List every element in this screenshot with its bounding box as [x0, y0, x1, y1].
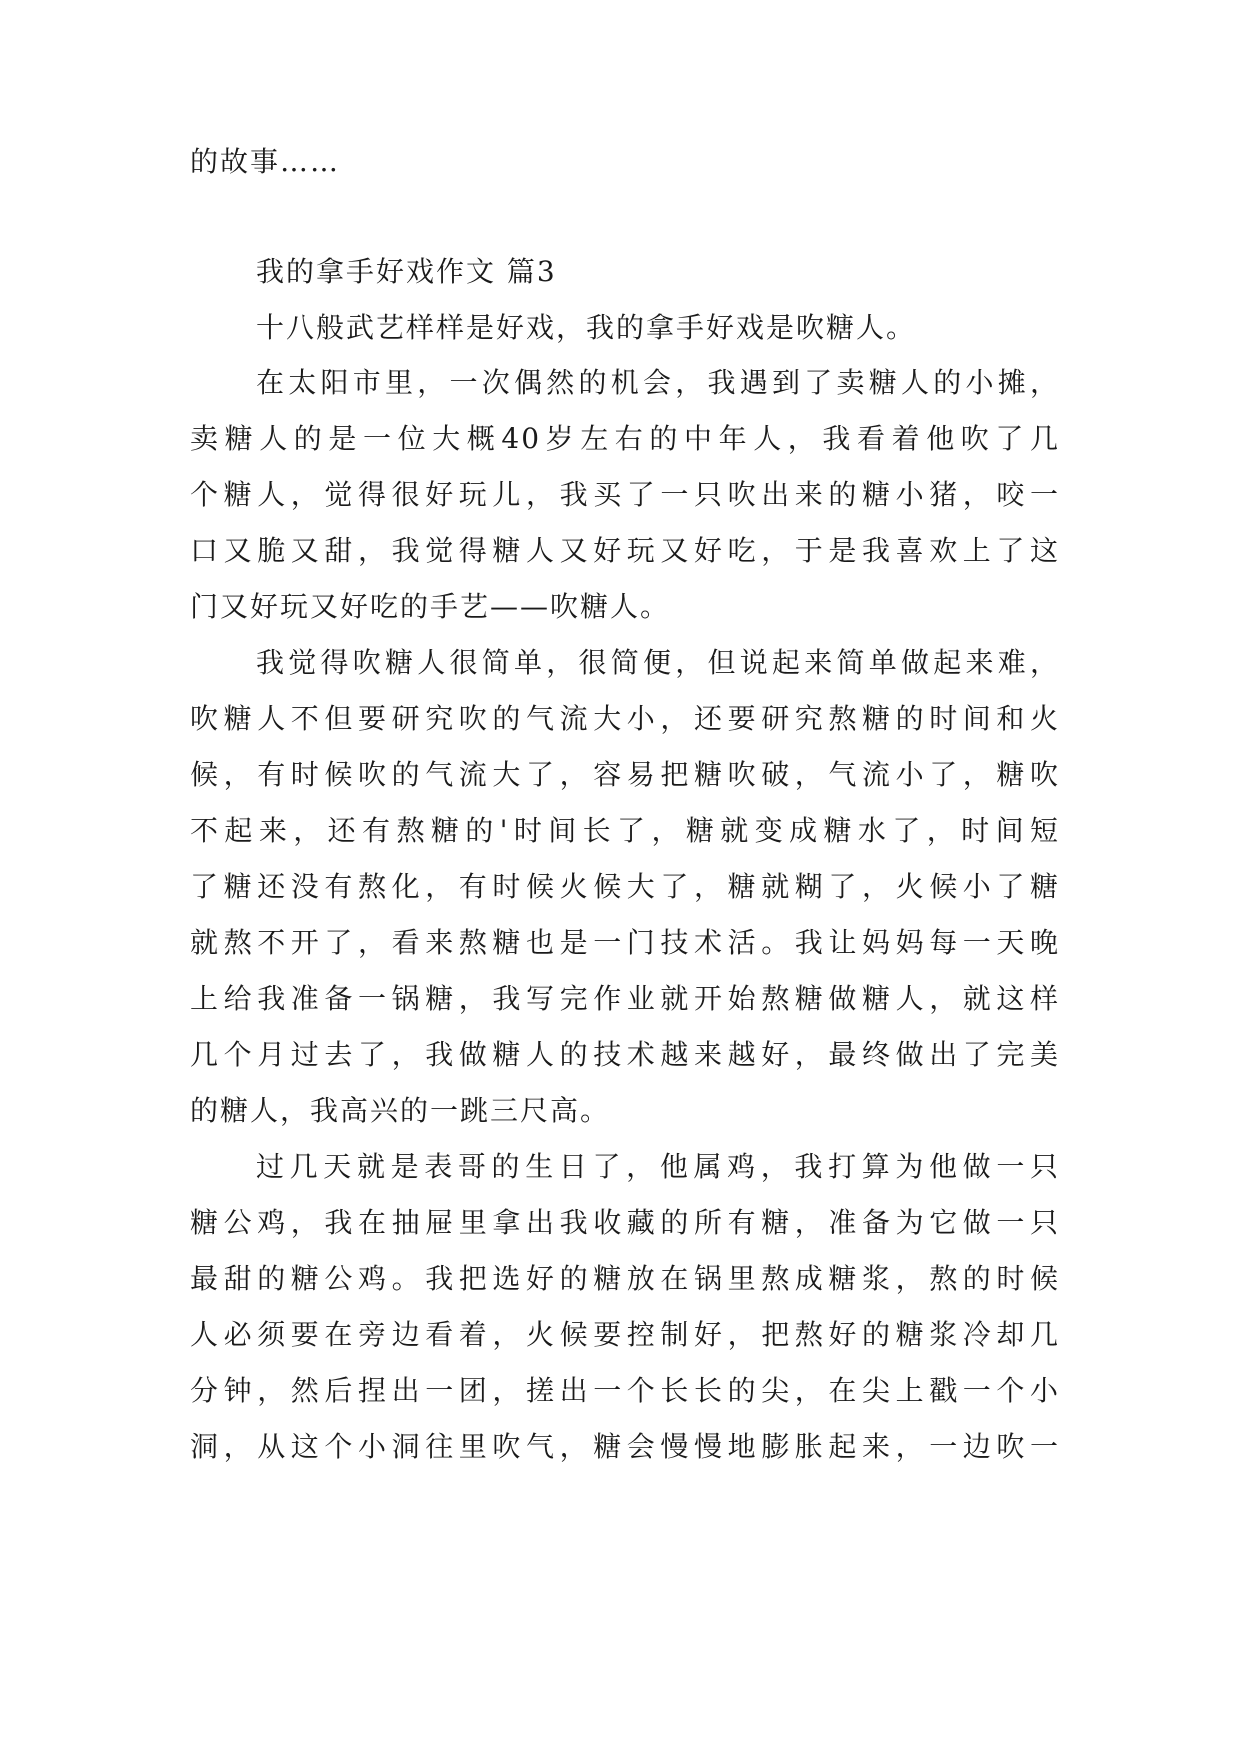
section-heading: 我的拿手好戏作文 篇3: [256, 255, 557, 288]
text-line: 最甜的糖公鸡。我把选好的糖放在锅里熬成糖浆，熬的时候: [190, 1262, 1060, 1295]
text-line: 分钟，然后捏出一团，搓出一个长长的尖，在尖上戳一个小: [190, 1374, 1060, 1407]
text-line: 上给我准备一锅糖，我写完作业就开始熬糖做糖人，就这样: [190, 982, 1060, 1015]
text-line: 糖公鸡，我在抽屉里拿出我收藏的所有糖，准备为它做一只: [190, 1206, 1060, 1239]
text-line: 不起来，还有熬糖的'时间长了，糖就变成糖水了，时间短: [190, 814, 1060, 847]
text-line: 吹糖人不但要研究吹的气流大小，还要研究熬糖的时间和火: [190, 702, 1060, 735]
text-line: 十八般武艺样样是好戏，我的拿手好戏是吹糖人。: [256, 311, 917, 344]
text-line: 卖糖人的是一位大概40岁左右的中年人，我看着他吹了几: [190, 422, 1060, 455]
text-line: 门又好玩又好吃的手艺——吹糖人。: [190, 590, 671, 623]
text-line: 洞，从这个小洞往里吹气，糖会慢慢地膨胀起来，一边吹一: [190, 1430, 1060, 1463]
text-line: 口又脆又甜，我觉得糖人又好玩又好吃，于是我喜欢上了这: [190, 534, 1060, 567]
text-line: 我觉得吹糖人很简单，很简便，但说起来简单做起来难，: [256, 646, 1060, 679]
text-line: 候，有时候吹的气流大了，容易把糖吹破，气流小了，糖吹: [190, 758, 1060, 791]
text-line: 的故事……: [190, 145, 341, 178]
text-line: 个糖人，觉得很好玩儿，我买了一只吹出来的糖小猪，咬一: [190, 478, 1060, 511]
text-line: 就熬不开了，看来熬糖也是一门技术活。我让妈妈每一天晚: [190, 926, 1060, 959]
text-line: 在太阳市里，一次偶然的机会，我遇到了卖糖人的小摊，: [256, 366, 1060, 399]
text-line: 的糖人，我高兴的一跳三尺高。: [190, 1094, 611, 1127]
text-line: 了糖还没有熬化，有时候火候大了，糖就糊了，火候小了糖: [190, 870, 1060, 903]
text-line: 过几天就是表哥的生日了，他属鸡，我打算为他做一只: [256, 1150, 1060, 1183]
text-line: 人必须要在旁边看着，火候要控制好，把熬好的糖浆冷却几: [190, 1318, 1060, 1351]
text-line: 几个月过去了，我做糖人的技术越来越好，最终做出了完美: [190, 1038, 1060, 1071]
